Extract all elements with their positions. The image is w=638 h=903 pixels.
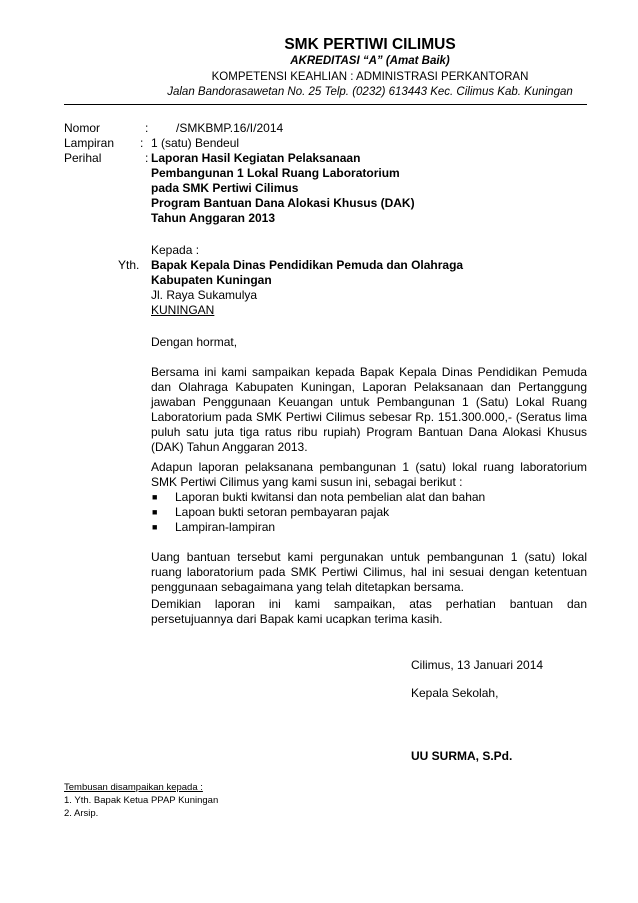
bullet-icon: ■: [152, 507, 158, 517]
body-paragraph-3: Uang bantuan tersebut kami pergunakan untuk pembangunan 1 (satu) lokal ruang laboratorium pada SMK Pertiwi Cilimus, hal ini sesuai dengan ketentuan penggunaan sebagaimana yang telah ditetapkan bersama.: [151, 550, 587, 594]
competency: KOMPETENSI KEAHLIAN : ADMINISTRASI PERKANTORAN: [211, 71, 529, 83]
body-paragraph-2: Adapun laporan pelaksanana pembangunan 1 (satu) lokal ruang laboratorium SMK Pertiwi Cilimus yang kami susun ini, sebagai berikut :: [151, 460, 587, 489]
cc-title: Tembusan disampaikan kepada :: [64, 782, 203, 793]
perihal-line: Program Bantuan Dana Alokasi Khusus (DAK): [151, 196, 415, 210]
cc-item: 1. Yth. Bapak Ketua PPAP Kuningan: [64, 795, 219, 806]
signatory-position: Kepala Sekolah,: [411, 686, 499, 700]
yth-label: Yth.: [118, 258, 140, 272]
recipient-name: Bapak Kepala Dinas Pendidikan Pemuda dan Olahraga: [151, 258, 464, 272]
header-divider: [64, 104, 587, 105]
perihal-line: pada SMK Pertiwi Cilimus: [151, 181, 299, 195]
perihal-line: Laporan Hasil Kegiatan Pelaksanaan: [151, 151, 361, 165]
lampiran-label: Lampiran: [64, 136, 115, 150]
recipient-street: Jl. Raya Sukamulya: [151, 288, 258, 302]
nomor-label: Nomor: [64, 121, 101, 135]
bullet-icon: ■: [152, 522, 158, 532]
bullet-icon: ■: [152, 492, 158, 502]
list-item: Laporan bukti kwitansi dan nota pembelian alat dan bahan: [175, 490, 486, 504]
kepada-label: Kepada :: [151, 243, 200, 257]
school-address: Jalan Bandorasawetan No. 25 Telp. (0232) 613443 Kec. Cilimus Kab. Kuningan: [167, 86, 573, 98]
list-item: Lampiran-lampiran: [175, 520, 276, 534]
body-paragraph-4: Demikian laporan ini kami sampaikan, atas perhatian bantuan dan persetujuannya dari Bapak kami ucapkan terima kasih.: [151, 597, 587, 626]
lampiran-value: 1 (satu) Bendeul: [151, 136, 240, 150]
recipient-city: KUNINGAN: [151, 303, 215, 317]
body-paragraph-1: Bersama ini kami sampaikan kepada Bapak Kepala Dinas Pendidikan Pemuda dan Olahraga Kabupaten Kuningan, Laporan Pelaksanaan dan Pertanggung jawaban Penggunaan Keuangan untuk Pembangunan 1 (Satu) Lokal Ruang Laboratorium pada SMK Pertiwi Cilimus sebesar Rp. 151.300.000,- (Seratus lima puluh satu juta tiga ratus ribu rupiah) Program Bantuan Dana Alokasi Khusus (DAK) Tahun Anggaran 2013.: [151, 365, 587, 454]
perihal-line: Pembangunan 1 Lokal Ruang Laboratorium: [151, 166, 400, 180]
accreditation: AKREDITASI “A” (Amat Baik): [290, 55, 450, 67]
signatory-name: UU SURMA, S.Pd.: [411, 749, 513, 763]
place-date: Cilimus, 13 Januari 2014: [411, 658, 544, 672]
recipient-org: Kabupaten Kuningan: [151, 273, 272, 287]
school-name: SMK PERTIWI CILIMUS: [284, 36, 456, 53]
lampiran-colon: :: [140, 136, 144, 150]
list-item: Lapoan bukti setoran pembayaran pajak: [175, 505, 390, 519]
nomor-colon: :: [145, 121, 149, 135]
perihal-label: Perihal: [64, 151, 102, 165]
perihal-line: Tahun Anggaran 2013: [151, 211, 276, 225]
greeting: Dengan hormat,: [151, 335, 238, 349]
perihal-colon: :: [145, 151, 149, 165]
cc-item: 2. Arsip.: [64, 808, 99, 819]
nomor-value: /SMKBMP.16/I/2014: [176, 121, 284, 135]
